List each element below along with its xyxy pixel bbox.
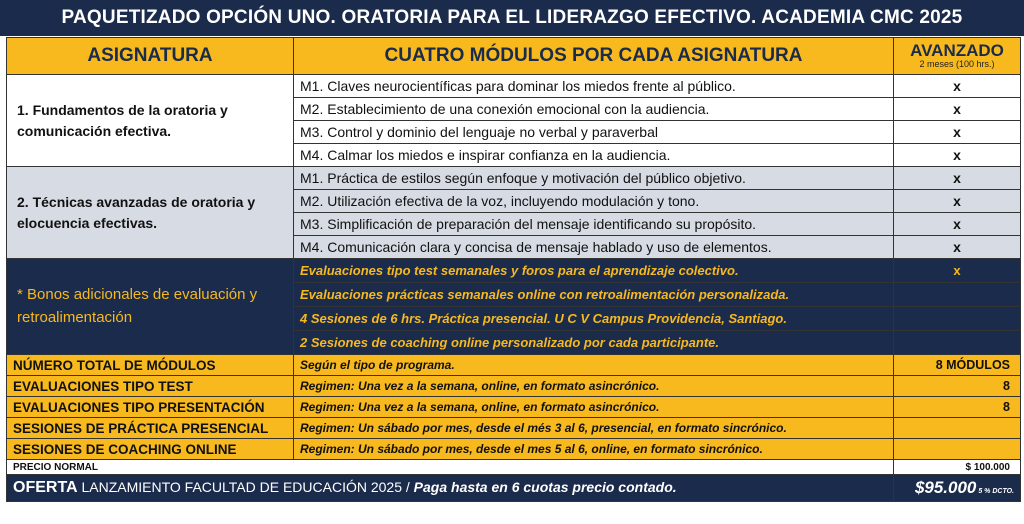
price-normal-value: $ 100.000 [894,460,1021,475]
module-check: x [894,213,1021,236]
header-advanced-label: AVANZADO [910,41,1004,61]
summary-desc: Regimen: Un sábado por mes, desde el més 3 al 6, presencial, en formato sincrónico. [294,418,894,439]
summary-value: 8 [894,376,1021,397]
module-check: x [894,121,1021,144]
bonus-check [894,331,1021,355]
module-check: x [894,236,1021,259]
offer-row [7,475,1021,502]
offer-discount: 5 % DCTO. [976,488,1014,495]
bonus-title: * Bonos adicionales de evaluación y retroalimentación [7,259,294,355]
module-check: x [894,144,1021,167]
summary-value: 8 [894,397,1021,418]
summary-value [894,418,1021,439]
module-check: x [894,98,1021,121]
header-advanced-duration: 2 meses (100 hrs.) [919,59,995,70]
bonus-check [894,283,1021,307]
summary-desc: Regimen: Una vez a la semana, online, en formato asincrónico. [294,376,894,397]
summary-label: EVALUACIONES TIPO PRESENTACIÓN [7,397,294,418]
bonus-row [7,259,1021,283]
module-text: M1. Claves neurocientíficas para dominar los miedos frente al público. [294,75,894,98]
bonus-check [894,307,1021,331]
offer-text [7,475,894,502]
header-advanced [894,38,1021,75]
header-subject: ASIGNATURA [7,38,294,75]
module-row [7,75,1021,98]
bonus-text: Evaluaciones tipo test semanales y foros para el aprendizaje colectivo. [294,259,894,283]
summary-label: NÚMERO TOTAL DE MÓDULOS [7,355,294,376]
summary-label: SESIONES DE COACHING ONLINE [7,439,294,460]
summary-row [7,376,1021,397]
bonus-text: 2 Sesiones de coaching online personalizado por cada participante. [294,331,894,355]
module-text: M3. Control y dominio del lenguaje no verbal y paraverbal [294,121,894,144]
summary-label: SESIONES DE PRÁCTICA PRESENCIAL [7,418,294,439]
module-text: M1. Práctica de estilos según enfoque y motivación del público objetivo. [294,167,894,190]
subject-name: 1. Fundamentos de la oratoria y comunicación efectiva. [7,75,294,167]
offer-price [894,475,1021,502]
header-modules: CUATRO MÓDULOS POR CADA ASIGNATURA [294,38,894,75]
summary-desc: Según el tipo de programa. [294,355,894,376]
module-text: M4. Comunicación clara y concisa de mensaje hablado y uso de elementos. [294,236,894,259]
module-text: M2. Utilización efectiva de la voz, incluyendo modulación y tono. [294,190,894,213]
module-check: x [894,167,1021,190]
module-text: M3. Simplificación de preparación del mensaje identificando su propósito. [294,213,894,236]
bonus-text: Evaluaciones prácticas semanales online con retroalimentación personalizada. [294,283,894,307]
summary-row [7,355,1021,376]
page-title: PAQUETIZADO OPCIÓN UNO. ORATORIA PARA EL LIDERAZGO EFECTIVO. ACADEMIA CMC 2025 [0,0,1024,36]
offer-price-value: $95.000 [914,478,977,497]
summary-row [7,397,1021,418]
offer-description: LANZAMIENTO FACULTAD DE EDUCACIÓN 2025 / [77,479,414,495]
program-table [6,37,1021,502]
summary-value: 8 MÓDULOS [894,355,1021,376]
subject-name: 2. Técnicas avanzadas de oratoria y elocuencia efectivas. [7,167,294,259]
module-check: x [894,190,1021,213]
header-row [7,38,1021,75]
summary-row [7,439,1021,460]
offer-label: OFERTA [13,479,78,496]
offer-installments: Paga hasta en 6 cuotas precio contado. [413,479,677,495]
summary-label: EVALUACIONES TIPO TEST [7,376,294,397]
price-normal-label: PRECIO NORMAL [7,460,894,475]
summary-value [894,439,1021,460]
module-check: x [894,75,1021,98]
module-text: M4. Calmar los miedos e inspirar confianza en la audiencia. [294,144,894,167]
module-row [7,167,1021,190]
summary-row [7,418,1021,439]
summary-desc: Regimen: Una vez a la semana, online, en formato asincrónico. [294,397,894,418]
summary-desc: Regimen: Un sábado por mes, desde el mes 5 al 6, online, en formato sincrónico. [294,439,894,460]
bonus-text: 4 Sesiones de 6 hrs. Práctica presencial. U C V Campus Providencia, Santiago. [294,307,894,331]
bonus-check: x [894,259,1021,283]
module-text: M2. Establecimiento de una conexión emocional con la audiencia. [294,98,894,121]
price-normal-row [7,460,1021,475]
